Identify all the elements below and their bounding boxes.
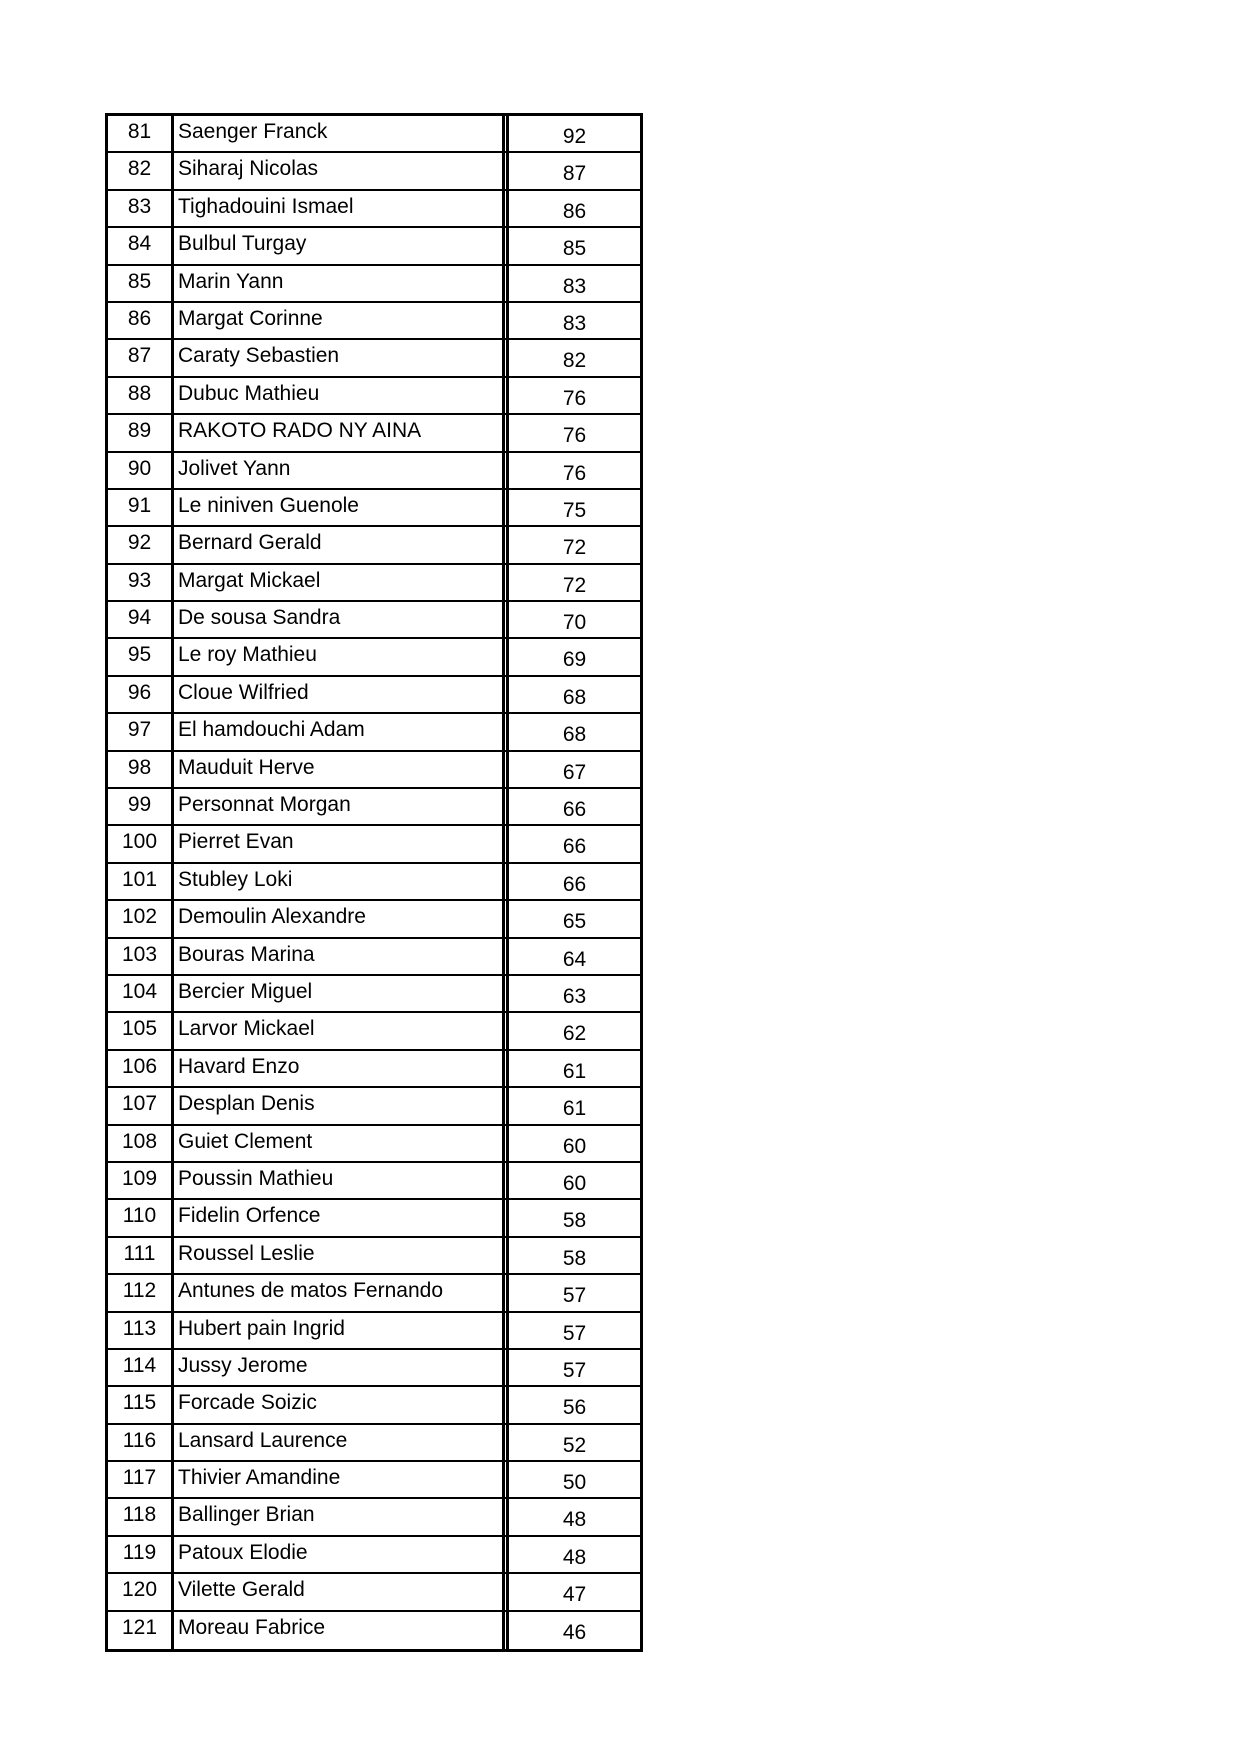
table-row (108, 789, 640, 826)
name-cell: Hubert pain Ingrid (174, 1313, 505, 1348)
rank-cell: 121 (108, 1612, 174, 1649)
score-cell: 46 (562, 1620, 587, 1644)
name-cell: Lansard Laurence (174, 1425, 505, 1460)
table-row (108, 976, 640, 1013)
name-cell: Thivier Amandine (174, 1462, 505, 1497)
score-cell: 72 (562, 536, 587, 560)
table-row (108, 1350, 640, 1387)
rank-cell: 117 (108, 1462, 174, 1497)
table-row (108, 527, 640, 564)
score-cell: 60 (562, 1134, 587, 1158)
table-row (108, 1013, 640, 1050)
name-cell: Havard Enzo (174, 1051, 505, 1086)
table-row (108, 378, 640, 415)
score-cell: 66 (562, 798, 587, 822)
table-row (108, 1275, 640, 1312)
score-cell: 87 (562, 162, 587, 186)
name-cell: Bercier Miguel (174, 976, 505, 1011)
score-cell: 76 (562, 461, 587, 485)
score-cell: 63 (562, 984, 587, 1008)
table-row (108, 1126, 640, 1163)
score-cell: 52 (562, 1433, 587, 1457)
score-cell: 66 (562, 872, 587, 896)
rank-cell: 116 (108, 1425, 174, 1460)
name-cell: Marin Yann (174, 266, 505, 301)
rank-cell: 87 (108, 340, 174, 375)
rank-cell: 99 (108, 789, 174, 824)
table-row (108, 303, 640, 340)
name-cell: Le roy Mathieu (174, 639, 505, 674)
table-row (108, 1088, 640, 1125)
score-cell: 60 (562, 1171, 587, 1195)
rank-cell: 86 (108, 303, 174, 338)
score-cell: 58 (562, 1209, 587, 1233)
rank-cell: 110 (108, 1200, 174, 1235)
table-row (108, 153, 640, 190)
score-cell: 76 (562, 386, 587, 410)
table-row (108, 340, 640, 377)
name-cell: Bulbul Turgay (174, 228, 505, 263)
rank-cell: 100 (108, 826, 174, 861)
name-cell: Siharaj Nicolas (174, 153, 505, 188)
table-row (108, 1387, 640, 1424)
table-row (108, 1163, 640, 1200)
rank-cell: 98 (108, 752, 174, 787)
rank-cell: 118 (108, 1499, 174, 1534)
score-cell: 92 (562, 125, 587, 148)
rank-cell: 112 (108, 1275, 174, 1310)
rank-cell: 105 (108, 1013, 174, 1048)
score-cell: 66 (562, 835, 587, 859)
rank-cell: 82 (108, 153, 174, 188)
table-row (108, 266, 640, 303)
table-row (108, 901, 640, 938)
rank-cell: 102 (108, 901, 174, 936)
rank-cell: 84 (108, 228, 174, 263)
rank-cell: 107 (108, 1088, 174, 1123)
table-row (108, 1425, 640, 1462)
rank-cell: 109 (108, 1163, 174, 1198)
score-cell: 61 (562, 1097, 587, 1121)
rank-cell: 83 (108, 191, 174, 226)
name-cell: Vilette Gerald (174, 1574, 505, 1609)
name-cell: Saenger Franck (174, 116, 505, 151)
table-row (108, 415, 640, 452)
name-cell: Cloue Wilfried (174, 677, 505, 712)
score-cell: 83 (562, 274, 587, 298)
score-cell: 61 (562, 1059, 587, 1083)
table-row (108, 1051, 640, 1088)
name-cell: Demoulin Alexandre (174, 901, 505, 936)
rank-cell: 88 (108, 378, 174, 413)
rank-cell: 101 (108, 864, 174, 899)
name-cell: Moreau Fabrice (174, 1612, 505, 1649)
score-cell: 85 (562, 237, 587, 261)
score-cell: 76 (562, 424, 587, 448)
rank-cell: 93 (108, 565, 174, 600)
name-cell: Jolivet Yann (174, 453, 505, 488)
score-cell: 48 (562, 1508, 587, 1532)
name-cell: Margat Mickael (174, 565, 505, 600)
name-cell: Dubuc Mathieu (174, 378, 505, 413)
table-row (108, 565, 640, 602)
rank-cell: 91 (108, 490, 174, 525)
rank-cell: 111 (108, 1238, 174, 1273)
table-row (108, 191, 640, 228)
name-cell: Personnat Morgan (174, 789, 505, 824)
name-cell: Fidelin Orfence (174, 1200, 505, 1235)
rank-cell: 119 (108, 1537, 174, 1572)
name-cell: Caraty Sebastien (174, 340, 505, 375)
table-row (108, 1462, 640, 1499)
score-cell: 57 (562, 1321, 587, 1345)
score-cell: 68 (562, 685, 587, 709)
name-cell: Patoux Elodie (174, 1537, 505, 1572)
rank-cell: 103 (108, 939, 174, 974)
score-cell: 67 (562, 760, 587, 784)
name-cell: Forcade Soizic (174, 1387, 505, 1422)
table-row (108, 1200, 640, 1237)
rank-cell: 85 (108, 266, 174, 301)
rank-cell: 90 (108, 453, 174, 488)
score-cell: 62 (562, 1022, 587, 1046)
table-row (108, 677, 640, 714)
name-cell: El hamdouchi Adam (174, 714, 505, 749)
table-row (108, 490, 640, 527)
score-cell: 58 (562, 1246, 587, 1270)
rank-cell: 108 (108, 1126, 174, 1161)
score-cell: 50 (562, 1471, 587, 1495)
name-cell: Ballinger Brian (174, 1499, 505, 1534)
score-cell: 57 (562, 1358, 587, 1382)
name-cell: Tighadouini Ismael (174, 191, 505, 226)
ranking-table (105, 113, 643, 1652)
rank-cell: 115 (108, 1387, 174, 1422)
name-cell: Bernard Gerald (174, 527, 505, 562)
rank-cell: 114 (108, 1350, 174, 1385)
name-cell: Bouras Marina (174, 939, 505, 974)
name-cell: Larvor Mickael (174, 1013, 505, 1048)
table-row (108, 602, 640, 639)
rank-cell: 95 (108, 639, 174, 674)
score-cell: 70 (562, 611, 587, 635)
rank-cell: 106 (108, 1051, 174, 1086)
score-cell: 68 (562, 723, 587, 747)
name-cell: Margat Corinne (174, 303, 505, 338)
name-cell: Desplan Denis (174, 1088, 505, 1123)
name-cell: Antunes de matos Fernando (174, 1275, 505, 1310)
name-cell: Jussy Jerome (174, 1350, 505, 1385)
name-cell: Poussin Mathieu (174, 1163, 505, 1198)
rank-cell: 81 (108, 116, 174, 151)
table-row (108, 1537, 640, 1574)
table-row (108, 826, 640, 863)
rank-cell: 94 (108, 602, 174, 637)
score-cell: 56 (562, 1396, 587, 1420)
score-cell: 48 (562, 1545, 587, 1569)
name-cell: Mauduit Herve (174, 752, 505, 787)
table-row (108, 1238, 640, 1275)
score-cell: 65 (562, 910, 587, 934)
rank-cell: 104 (108, 976, 174, 1011)
table-row (108, 639, 640, 676)
score-cell: 47 (562, 1583, 587, 1607)
table-row (108, 939, 640, 976)
table-row (108, 1313, 640, 1350)
table-row (108, 1612, 640, 1649)
table-row (108, 714, 640, 751)
score-cell: 69 (562, 648, 587, 672)
rank-cell: 97 (108, 714, 174, 749)
name-cell: Roussel Leslie (174, 1238, 505, 1273)
name-cell: Stubley Loki (174, 864, 505, 899)
rank-cell: 120 (108, 1574, 174, 1609)
table-row (108, 453, 640, 490)
score-cell: 64 (562, 947, 587, 971)
rank-cell: 92 (108, 527, 174, 562)
score-cell: 72 (562, 573, 587, 597)
name-cell: De sousa Sandra (174, 602, 505, 637)
score-cell: 82 (562, 349, 587, 373)
name-cell: Guiet Clement (174, 1126, 505, 1161)
table-row (108, 752, 640, 789)
score-cell: 83 (562, 311, 587, 335)
score-cell: 75 (562, 498, 587, 522)
score-cell: 57 (562, 1284, 587, 1308)
rank-cell: 96 (108, 677, 174, 712)
table-row (108, 228, 640, 265)
rank-cell: 89 (108, 415, 174, 450)
table-row (108, 116, 640, 153)
name-cell: Pierret Evan (174, 826, 505, 861)
rank-cell: 113 (108, 1313, 174, 1348)
name-cell: Le niniven Guenole (174, 490, 505, 525)
table-row (108, 1499, 640, 1536)
score-cell: 86 (562, 199, 587, 223)
table-row (108, 1574, 640, 1611)
table-row (108, 864, 640, 901)
name-cell: RAKOTO RADO NY AINA (174, 415, 505, 450)
